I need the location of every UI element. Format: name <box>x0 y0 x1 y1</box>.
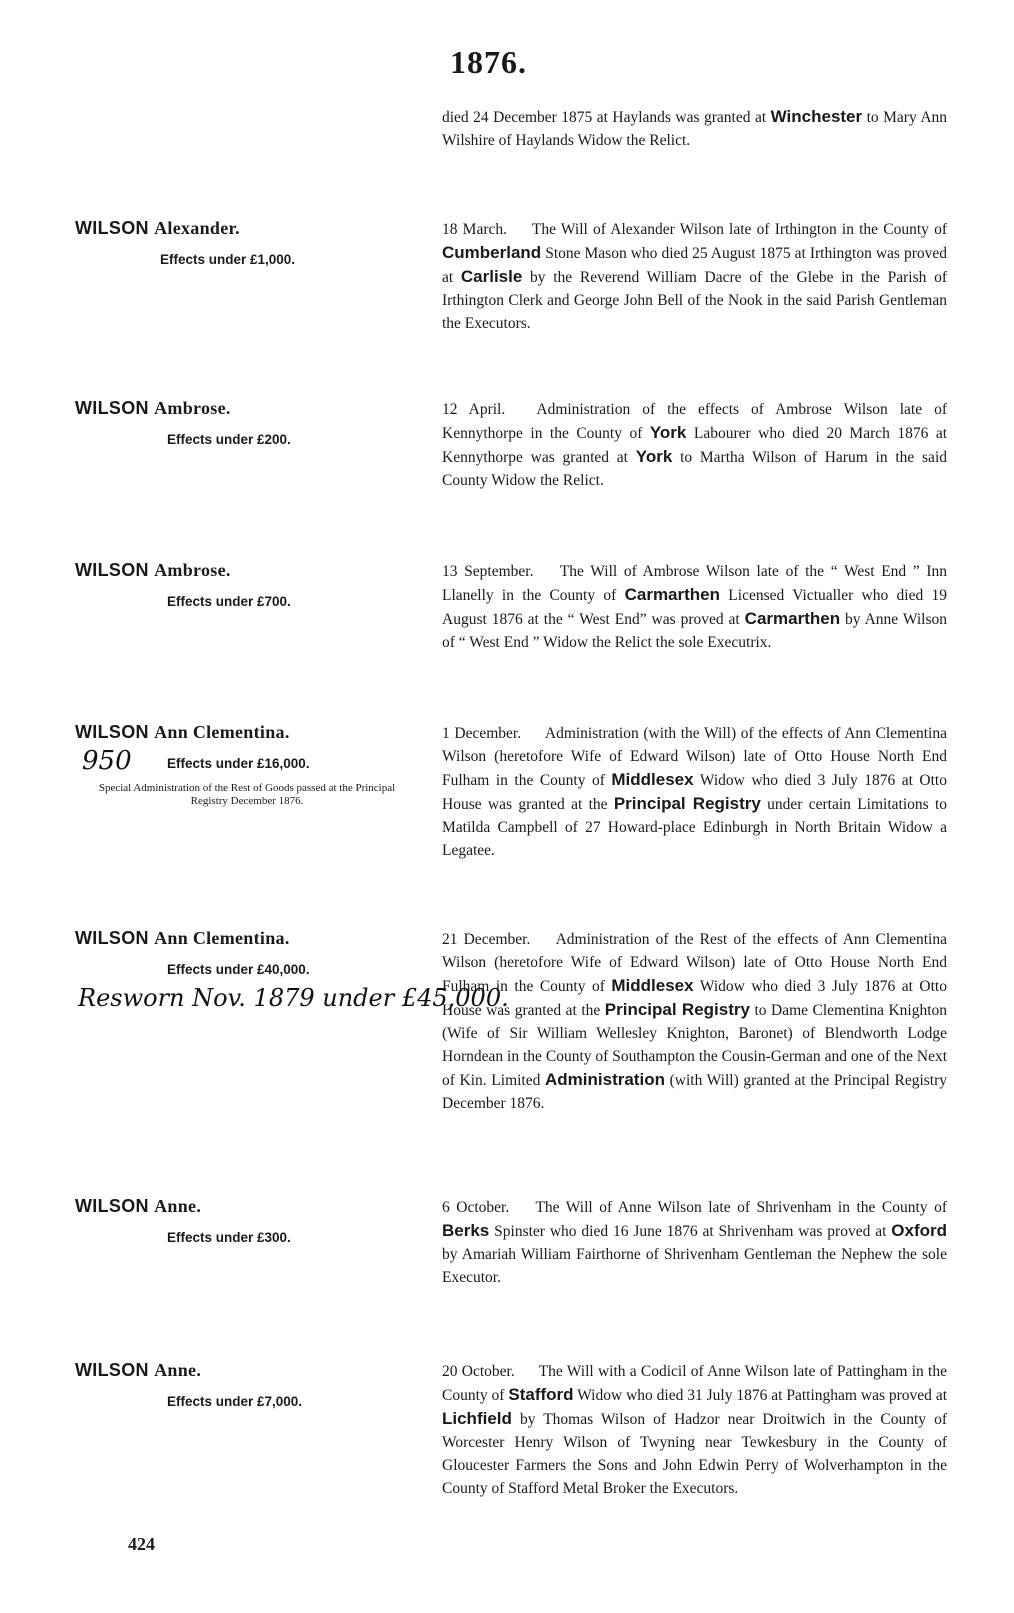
continuation-text: died 24 December 1875 at Haylands was granted at Winchester to Mary Ann Wilshire of Haylands Widow the Relict. <box>442 107 948 149</box>
entry-body: 18 March. The Will of Alexander Wilson late of Irthington in the County of Cumberland Stone Mason who died 25 August 1875 at Irthington was proved at Carlisle by the Reverend William Dacre of the Glebe in the Parish of Irthington Clerk and George John Bell of the Nook in the said Parish Gentleman the Executors. <box>442 221 947 332</box>
entry-name: WILSON Anne. <box>75 1196 202 1216</box>
entry-body: 13 September. The Will of Ambrose Wilson late of the “ West End ” Inn Llanelly in the County of Carmarthen Licensed Victualler who died 19 August 1876 at the “ West End” was proved at Carmarthen by Anne Wilson of “ West End ” Widow the Relict the sole Executrix. <box>442 563 947 651</box>
entry-body: 12 April. Administration of the effects of Ambrose Wilson late of Kennythorpe in the County of York Labourer who died 20 March 1876 at Kennythorpe was granted at York to Martha Wilson of Harum in the said County Widow the Relict. <box>442 401 948 489</box>
entry-name: WILSON Ann Clementina. <box>75 722 290 742</box>
entry-body: 6 October. The Will of Anne Wilson late of Shrivenham in the County of Berks Spinster who died 16 June 1876 at Shrivenham was proved at Oxford by Amariah William Fairthorne of Shrivenham Gentleman the Nephew the sole Executor. <box>442 1199 947 1286</box>
entry-effects: Effects under £7,000. <box>167 1394 303 1409</box>
entry-name: WILSON Alexander. <box>75 218 240 238</box>
entry-effects: Effects under £40,000. <box>167 962 310 977</box>
page-number: 424 <box>128 1534 155 1554</box>
continuation-place: Winchester <box>770 107 863 126</box>
entry-body: 21 December. Administration of the Rest of the effects of Ann Clementina Wilson (heretofore Wife of Edward Wilson) late of Otto House North End Fulham in the County of Middlesex Widow who died 3 July 1876 at Otto House was granted at the Principal Registry to Dame Clementina Knighton (Wife of Sir William Wellesley Knighton, Baronet) of Blendworth Lodge Horndean in the County of Southampton the Cousin-German and one of the Next of Kin. Limited Administration (with Will) granted at the Principal Registry December 1876. <box>442 931 948 1112</box>
handwritten-number: 950 <box>82 746 132 776</box>
handwritten-resworn-note: Resworn Nov. 1879 under £45,000. <box>78 984 509 1012</box>
entry-effects: Effects under £300. <box>167 1230 291 1245</box>
entry-name: WILSON Ambrose. <box>75 398 231 418</box>
entry-body: 20 October. The Will with a Codicil of Anne Wilson late of Pattingham in the County of Stafford Widow who died 31 July 1876 at Pattingham was proved at Lichfield by Thomas Wilson of Hadzor near Droitwich in the County of Worcester Henry Wilson of Twyning near Tewkesbury in the County of Gloucester Farmers the Sons and John Edwin Perry of Wolverhampton in the County of Stafford Metal Broker the Executors. <box>442 1363 948 1497</box>
entry-body: 1 December. Administration (with the Will) of the effects of Ann Clementina Wilson (heretofore Wife of Edward Wilson) late of Otto House North End Fulham in the County of Middlesex Widow who died 3 July 1876 at Otto House was granted at the Principal Registry under certain Limitations to Matilda Campbell of 27 Howard-place Edinburgh in North Britain Widow a Legatee. <box>442 725 948 859</box>
entry-name: WILSON Ann Clementina. <box>75 928 290 948</box>
entry-effects: Effects under £200. <box>167 432 291 447</box>
entry-effects: Effects under £700. <box>167 594 291 609</box>
entry-effects: Effects under £16,000. <box>167 756 310 771</box>
entry-effects: Effects under £1,000. <box>160 252 296 267</box>
page-year: 1876. <box>450 44 527 80</box>
entry-name: WILSON Anne. <box>75 1360 202 1380</box>
entry-name: WILSON Ambrose. <box>75 560 231 580</box>
margin-note: Special Administration of the Rest of Goods passed at the Principal Registry December 1876. <box>98 782 396 807</box>
